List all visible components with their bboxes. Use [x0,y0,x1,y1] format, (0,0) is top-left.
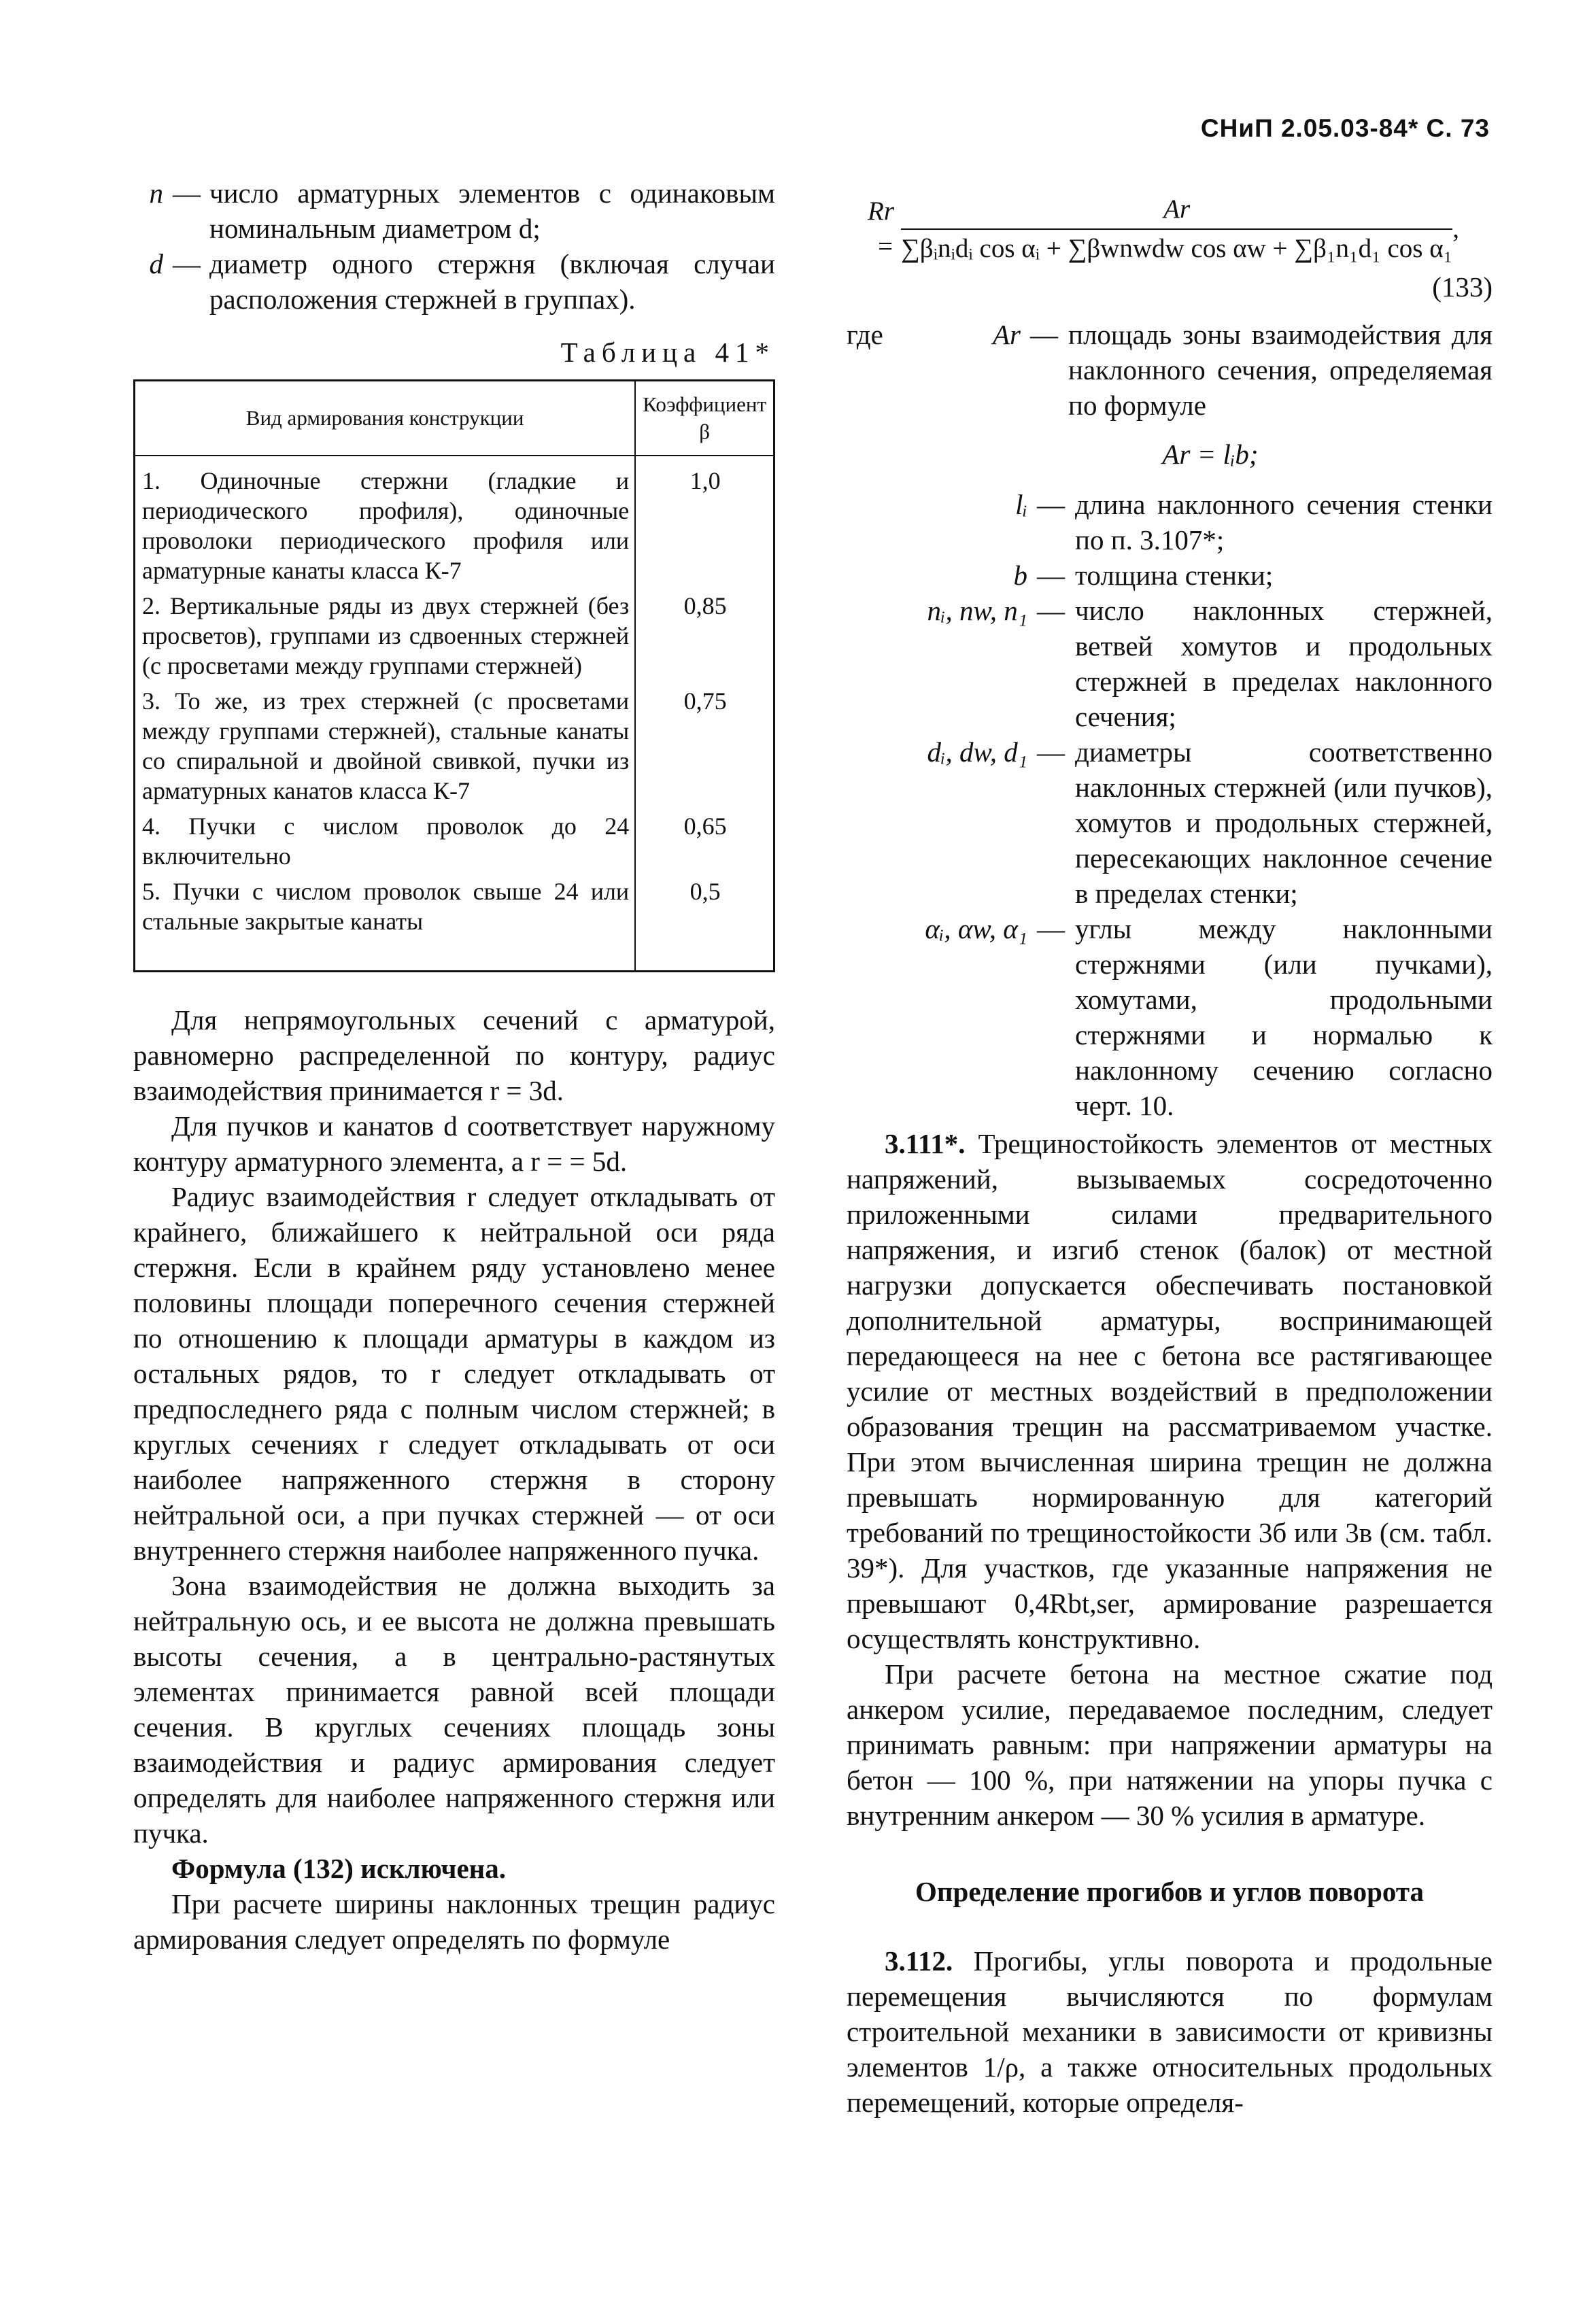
clause-number: 3.111*. [885,1128,966,1159]
definition-symbol: nᵢ, nw, n₁ [927,595,1027,626]
definition-dash: — [1037,560,1065,591]
definition-text: число арматурных элементов с одинаковым номинальным диаметром d; [209,177,775,244]
table-row [135,683,774,808]
definition-text: число наклонных стержней, ветвей хомутов и продольных стержней в пределах наклонного сечения; [1075,595,1493,732]
definition-dash: — [1037,913,1065,944]
where-label: где [847,319,883,350]
definition-dash: — [173,248,201,279]
definition-text: диаметр одного стержня (включая случаи расположения стержней в группах). [209,248,775,315]
definition-text: длина наклонного сечения стенки по п. 3.107*; [1075,489,1493,556]
table-caption: Таблица 41* [560,337,775,368]
definition-n [133,175,775,246]
table-cell-description: 5. Пучки с числом проволок свыше 24 или стальные закрытые канаты [135,874,636,972]
definition-dash: — [1037,489,1065,520]
paragraph: Для непрямоугольных сечений с арматурой, равномерно распределенной по контуру, радиус взаимодействия принимается r = 3d. [133,1004,775,1106]
definition-symbol: b [1013,560,1027,591]
formula-133 [847,192,1493,267]
table-row [135,874,774,972]
left-column [133,175,775,1957]
table-row [135,588,774,683]
table-header-coefficient: Коэффициент β [635,381,774,456]
clause-number: 3.112. [885,1945,953,1977]
formula-lhs: Rr = [868,196,894,261]
table-row [135,456,774,588]
page-header: СНиП 2.05.03-84* С. 73 [1200,114,1490,142]
definition-d [133,246,775,317]
definition-alpha [847,911,1493,1123]
formula-trail: , [1452,214,1459,243]
paragraph: При расчете ширины наклонных трещин радиус армирования следует определять по формуле [133,1888,775,1955]
paragraph: При расчете бетона на местное сжатие под анкером усилие, передаваемое последним, следует принимать равным: при напряжении арматуры на бетон — 100 %, при натяжении на упоры пучка с внутренним анкером — 30 % усилия в арматуре. [847,1658,1493,1831]
definition-text: толщина стенки; [1075,560,1274,591]
table-header-type: Вид армирования конструкции [135,381,636,456]
definition-li [847,487,1493,558]
definition-text: углы между наклонными стержнями (или пучками), хомутами, продольными стержнями и нормалью к наклонному сечению согласно черт. 10. [1075,913,1493,1121]
section-title: Определение прогибов и углов поворота [915,1876,1424,1907]
formula-excluded-note: Формула (132) исключена. [171,1853,507,1884]
formula-fraction [901,192,1452,267]
formula-denominator: ∑βᵢnᵢdᵢ cos αᵢ + ∑βwnwdw cos αw + ∑β₁n₁d₁ cos α₁ [901,228,1452,267]
table-row [135,808,774,874]
table-cell-value: 1,0 [635,456,774,588]
definition-d [847,734,1493,911]
equation-number: (133) [1432,271,1493,303]
definition-symbol: lᵢ [1015,489,1027,520]
paragraph: Зона взаимодействия не должна выходить за нейтральную ось, и ее высота не должна превышать высоты сечения, а в центрально-растянутых элементах принимается равной всей площади сечения. В круглых сечениях площадь зоны взаимодействия и радиус армирования следует определять для наиболее напряженного стержня или пучка. [133,1570,775,1849]
table-cell-value: 0,85 [635,588,774,683]
paragraph: Для пучков и канатов d соответствует наружному контуру арматурного элемента, а r = = 5d. [133,1110,775,1177]
definition-dash: — [1037,736,1065,768]
table-cell-description: 4. Пучки с числом проволок до 24 включительно [135,808,636,874]
table-cell-description: 1. Одиночные стержни (гладкие и периодического профиля), одиночные проволоки периодического профиля или арматурные канаты класса К-7 [135,456,636,588]
table-cell-description: 3. То же, из трех стержней (с просветами между группами стержней), стальные канаты со спиральной и двойной свивкой, пучки из арматурных канатов класса К-7 [135,683,636,808]
table-cell-value: 0,5 [635,874,774,972]
table-header-row [135,381,774,456]
definition-symbol: αᵢ, αw, α₁ [925,913,1027,944]
definition-dash: — [1037,595,1065,626]
right-column [847,175,1493,2120]
paragraph-3-111 [847,1126,1493,1656]
table-41 [133,379,775,972]
clause-text: Трещиностойкость элементов от местных напряжений, вызываемых сосредоточенно приложенными силами предварительного напряжения, и изгиб стенок (балок) от местной нагрузки допускается обеспечивать постановкой дополнительной арматуры, воспринимающей передающееся на нее с бетона все растягивающее усилие от местных воздействий в предположении образования трещин на рассматриваемом участке. При этом вычисленная ширина трещин не должна превышать нормированную для категорий требований по трещиностойкости 3б или 3в (см. табл. 39*). Для участков, где указанные напряжения не превышают 0,4Rbt,ser, армирование разрешается осуществлять конструктивно. [847,1128,1493,1654]
paragraph-3-112 [847,1943,1493,2120]
table-cell-value: 0,75 [635,683,774,808]
definition-Ar [955,317,1493,423]
where-block [847,317,1493,423]
definition-n [847,593,1493,734]
table-cell-description: 2. Вертикальные ряды из двух стержней (без просветов), группами из сдвоенных стержней (с просветами между группами стержней) [135,588,636,683]
definition-dash: — [173,177,201,209]
table-cell-value: 0,65 [635,808,774,874]
definition-b [847,558,1493,593]
definition-text: диаметры соответственно наклонных стержней (или пучков), хомутов и продольных стержней, пересекающих наклонное сечение в пределах стенки; [1075,736,1493,909]
definition-symbol: Ar [993,319,1021,350]
definition-symbol: n [149,177,163,209]
formula-numerator: Ar [1163,194,1191,224]
inline-formula-Ar: Ar = lᵢb; [1162,439,1259,470]
definition-dash: — [1030,319,1058,350]
definition-symbol: dᵢ, dw, d₁ [927,736,1027,768]
definition-text: площадь зоны взаимодействия для наклонного сечения, определяемая по формуле [1068,319,1493,421]
paragraph: Радиус взаимодействия r следует откладывать от крайнего, ближайшего к нейтральной оси ряда стержня. Если в крайнем ряду установлено менее половины площади поперечного сечения стержней по отношению к площади арматуры в каждом из остальных рядов, то r следует откладывать от предпоследнего ряда с полным числом стержней; в круглых сечениях r следует откладывать от оси наиболее напряженного стержня в сторону нейтральной оси, а при пучках стержней — от оси внутреннего стержня наиболее напряженного пучка. [133,1181,775,1566]
clause-text: Прогибы, углы поворота и продольные перемещения вычисляются по формулам строительной механики в зависимости от кривизны элементов 1/ρ, а также относительных продольных перемещений, которые определя- [847,1945,1493,2118]
definition-symbol: d [149,248,163,279]
